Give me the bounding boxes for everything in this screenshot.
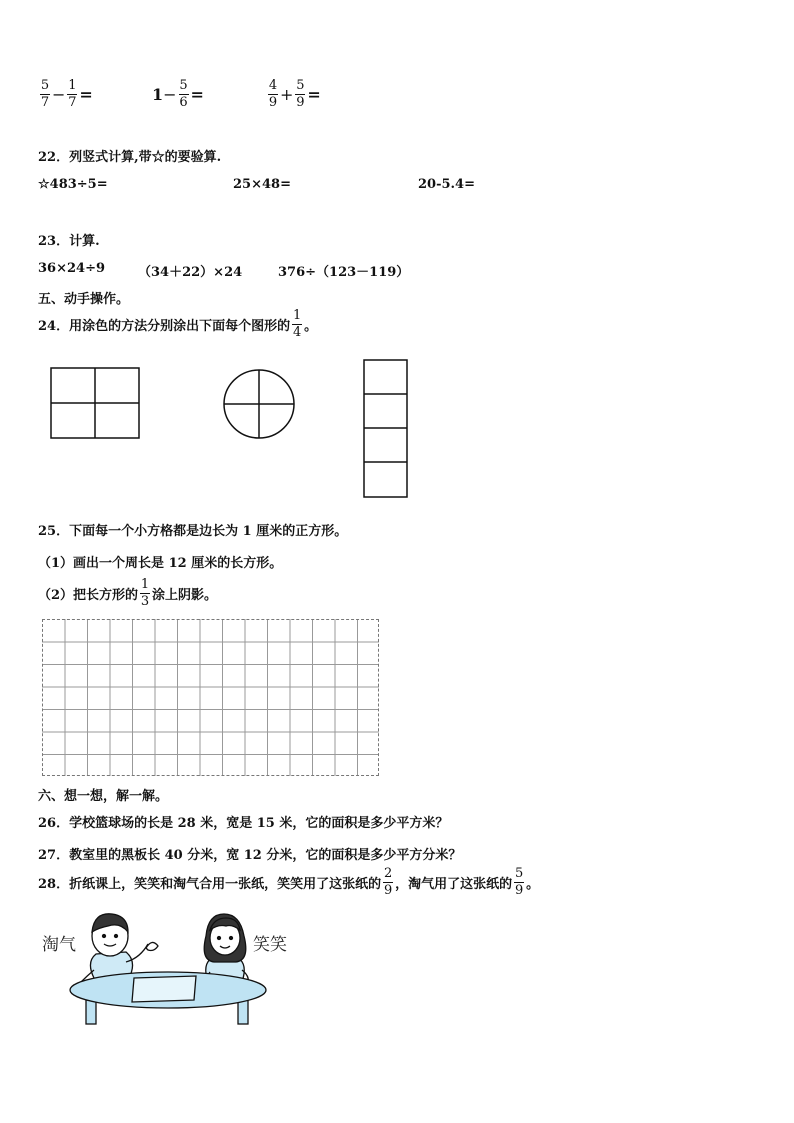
section-6-title: 六、想一想，解一解。 bbox=[38, 789, 169, 804]
q25-sub1: （1）画出一个周长是 12 厘米的长方形。 bbox=[38, 556, 283, 571]
q23-item-2: （34＋22）×24 bbox=[138, 265, 243, 280]
q23-item-1: 36×24÷9 bbox=[38, 261, 106, 276]
q28-text: 28．折纸课上，笑笑和淘气合用一张纸，笑笑用了这张纸的 $\frac{2}{9}$ ，淘气用了这张纸的 $\frac{5}{9}$ 。 bbox=[38, 866, 540, 898]
section-5-title: 五、动手操作。 bbox=[38, 292, 130, 307]
round-table bbox=[70, 972, 266, 1024]
q23-title: 23．计算. bbox=[38, 234, 100, 249]
q22-title: 22．列竖式计算,带☆的要验算. bbox=[38, 150, 222, 165]
q24-title: 24．用涂色的方法分别涂出下面每个图形的 $\frac{1}{4}$ 。 bbox=[38, 308, 318, 340]
fraction-problem-3: $\frac{4}{9}$ + $\frac{5}{9}$ = bbox=[268, 78, 321, 110]
boy-name-label: 淘气 bbox=[42, 935, 76, 955]
q22-item-2: 25×48= bbox=[233, 177, 291, 192]
q25-title: 25．下面每一个小方格都是边长为 1 厘米的正方形。 bbox=[38, 524, 348, 539]
fraction-problem-2: 1− $\frac{5}{6}$ = bbox=[152, 78, 204, 110]
q26-text: 26．学校篮球场的长是 28 米，宽是 15 米，它的面积是多少平方米？ bbox=[38, 816, 449, 831]
q27-text: 27．教室里的黑板长 40 分米，宽 12 分米，它的面积是多少平方分米？ bbox=[38, 848, 462, 863]
q22-item-1: ☆483÷5= bbox=[38, 177, 108, 192]
q23-item-3: 376÷（123－119） bbox=[278, 265, 410, 280]
girl-name-label: 笑笑 bbox=[253, 935, 287, 955]
fraction-problem-1: $\frac{5}{7}$ − $\frac{1}{7}$ = bbox=[40, 78, 93, 110]
q22-item-3: 20-5.4= bbox=[418, 177, 475, 192]
q25-sub2: （2）把长方形的 $\frac{1}{3}$ 涂上阴影。 bbox=[38, 577, 218, 609]
